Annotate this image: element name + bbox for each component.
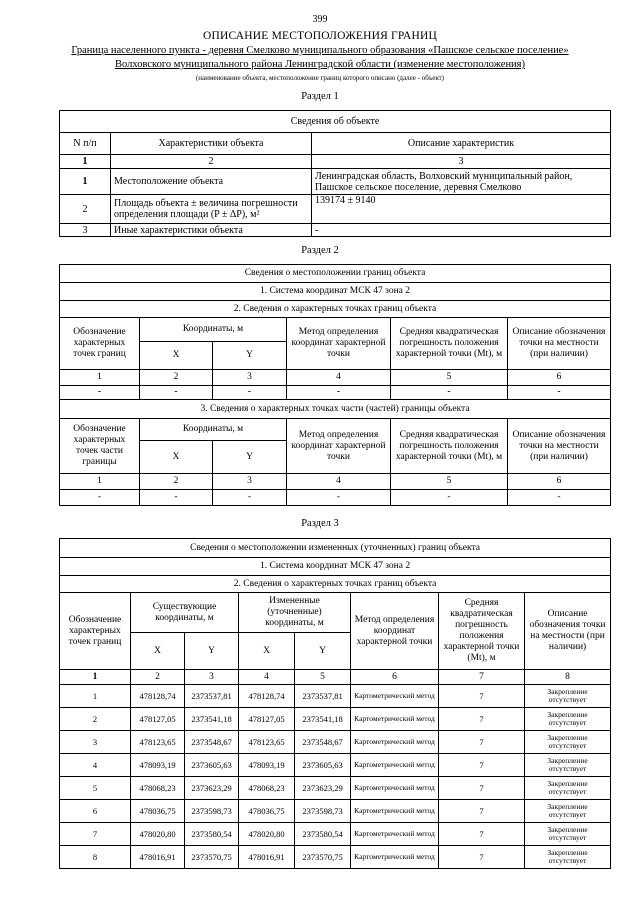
header-x: X	[131, 633, 185, 670]
header-y: Y	[185, 633, 239, 670]
method-value: Картометрический метод	[351, 800, 439, 823]
object-name-line-1: Граница населенного пункта - деревня Смелково муниципального образования «Пашское сельское поселение»	[71, 45, 569, 56]
existing-y: 2373605,63	[185, 754, 239, 777]
column-number: 5	[391, 370, 508, 386]
point-description: Закрепление отсутствует	[525, 800, 611, 823]
changed-x: 478016,91	[239, 846, 295, 869]
point-id: 4	[60, 754, 131, 777]
column-number: 3	[213, 370, 287, 386]
point-id: 7	[60, 823, 131, 846]
header-point-description: Описание обозначения точки на местности (при наличии)	[525, 593, 611, 670]
section-3-heading: Раздел 3	[301, 518, 339, 529]
header-method: Метод определения координат характерной точки	[351, 593, 439, 670]
column-number: 4	[287, 370, 391, 386]
table-row	[60, 195, 611, 224]
part-points-subtitle: 3. Сведения о характерных точках части (частей) границы объекта	[60, 400, 611, 419]
header-description: Описание характеристик	[312, 133, 611, 155]
existing-y: 2373548,67	[185, 731, 239, 754]
table-row	[60, 708, 611, 731]
changed-x: 478128,74	[239, 685, 295, 708]
column-number: 5	[295, 670, 351, 685]
empty-cell: -	[140, 490, 213, 506]
error-value: 7	[439, 754, 525, 777]
section-1-heading: Раздел 1	[301, 91, 339, 102]
changed-y: 2373541,18	[295, 708, 351, 731]
header-point-designation-part: Обозначение характерных точек части границы	[60, 419, 140, 474]
error-value: 7	[439, 846, 525, 869]
error-value: 7	[439, 777, 525, 800]
column-number: 3	[185, 670, 239, 685]
existing-x: 478127,05	[131, 708, 185, 731]
table-row	[60, 754, 611, 777]
point-description: Закрепление отсутствует	[525, 777, 611, 800]
column-number: 6	[508, 370, 611, 386]
characteristic-value: Ленинградская область, Волховский муниципальный район, Пашское сельское поселение, деревня Смелково	[312, 169, 611, 195]
header-row-number: N п/п	[60, 133, 111, 155]
changed-y: 2373548,67	[295, 731, 351, 754]
changed-y: 2373580,54	[295, 823, 351, 846]
table-row	[60, 777, 611, 800]
header-y: Y	[213, 342, 287, 370]
column-number: 6	[351, 670, 439, 685]
existing-x: 478128,74	[131, 685, 185, 708]
empty-cell: -	[508, 490, 611, 506]
header-error: Средняя квадратическая погрешность положения характерной точки (Mt), м	[391, 318, 508, 370]
characteristic-value: 139174 ± 9140	[312, 195, 611, 224]
column-number: 3	[213, 474, 287, 490]
column-number: 3	[312, 155, 611, 169]
table-row	[60, 800, 611, 823]
point-description: Закрепление отсутствует	[525, 846, 611, 869]
header-point-designation: Обозначение характерных точек границ	[60, 318, 140, 370]
changed-y: 2373623,29	[295, 777, 351, 800]
coordinate-system: 1. Система координат МСК 47 зона 2	[60, 283, 611, 301]
table-row	[60, 846, 611, 869]
empty-cell: -	[391, 386, 508, 400]
column-number: 1	[60, 474, 140, 490]
header-x: X	[140, 342, 213, 370]
object-info-table-title: Сведения об объекте	[60, 111, 611, 133]
table-row	[60, 490, 611, 506]
document-title: ОПИСАНИЕ МЕСТОПОЛОЖЕНИЯ ГРАНИЦ	[202, 30, 438, 42]
point-description: Закрепление отсутствует	[525, 685, 611, 708]
error-value: 7	[439, 823, 525, 846]
column-number: 1	[60, 670, 131, 685]
section-2-heading: Раздел 2	[301, 245, 339, 256]
table-row	[60, 823, 611, 846]
existing-x: 478016,91	[131, 846, 185, 869]
existing-x: 478068,23	[131, 777, 185, 800]
header-y: Y	[213, 441, 287, 474]
column-number: 6	[508, 474, 611, 490]
column-number: 5	[391, 474, 508, 490]
characteristic-name: Местоположение объекта	[111, 169, 312, 195]
method-value: Картометрический метод	[351, 777, 439, 800]
points-subtitle: 2. Сведения о характерных точках границ объекта	[60, 301, 611, 318]
method-value: Картометрический метод	[351, 685, 439, 708]
table-row	[60, 386, 611, 400]
error-value: 7	[439, 800, 525, 823]
changed-x: 478127,05	[239, 708, 295, 731]
point-id: 6	[60, 800, 131, 823]
error-value: 7	[439, 685, 525, 708]
table-row	[60, 685, 611, 708]
row-number: 2	[60, 195, 111, 224]
header-point-description: Описание обозначения точки на местности (при наличии)	[508, 318, 611, 370]
empty-cell: -	[140, 386, 213, 400]
changed-x: 478093,19	[239, 754, 295, 777]
column-number: 1	[60, 370, 140, 386]
boundary-table-title: Сведения о местоположении границ объекта	[60, 265, 611, 283]
empty-cell: -	[287, 386, 391, 400]
points-subtitle: 2. Сведения о характерных точках границ объекта	[60, 576, 611, 593]
point-id: 2	[60, 708, 131, 731]
header-point-description: Описание обозначения точки на местности (при наличии)	[508, 419, 611, 474]
empty-cell: -	[213, 490, 287, 506]
page-number: 399	[312, 14, 328, 25]
empty-cell: -	[508, 386, 611, 400]
method-value: Картометрический метод	[351, 731, 439, 754]
changed-boundary-table	[59, 538, 611, 869]
header-coordinates: Координаты, м	[140, 318, 287, 342]
existing-x: 478123,65	[131, 731, 185, 754]
existing-y: 2373537,81	[185, 685, 239, 708]
header-error: Средняя квадратическая погрешность положения характерной точки (Mt), м	[391, 419, 508, 474]
table-row	[60, 224, 611, 237]
row-number: 3	[60, 224, 111, 237]
changed-points-rows	[60, 685, 611, 869]
object-name-line-2: Волховского муниципального района Ленинградской области (изменение местоположения)	[114, 59, 526, 70]
method-value: Картометрический метод	[351, 708, 439, 731]
existing-x: 478020,80	[131, 823, 185, 846]
changed-y: 2373537,81	[295, 685, 351, 708]
existing-y: 2373541,18	[185, 708, 239, 731]
header-x: X	[239, 633, 295, 670]
header-method: Метод определения координат характерной точки	[287, 318, 391, 370]
boundary-points-table	[59, 264, 611, 506]
empty-cell: -	[60, 386, 140, 400]
empty-cell: -	[287, 490, 391, 506]
table-row	[60, 169, 611, 195]
changed-x: 478020,80	[239, 823, 295, 846]
point-description: Закрепление отсутствует	[525, 731, 611, 754]
characteristic-name: Иные характеристики объекта	[111, 224, 312, 237]
changed-x: 478123,65	[239, 731, 295, 754]
header-existing-coordinates: Существующие координаты, м	[131, 593, 239, 633]
point-description: Закрепление отсутствует	[525, 823, 611, 846]
characteristic-name: Площадь объекта ± величина погрешности определения площади (P ± ΔP), м²	[111, 195, 312, 224]
existing-x: 478036,75	[131, 800, 185, 823]
header-method: Метод определения координат характерной точки	[287, 419, 391, 474]
coordinate-system: 1. Система координат МСК 47 зона 2	[60, 558, 611, 576]
point-id: 1	[60, 685, 131, 708]
column-number: 8	[525, 670, 611, 685]
changed-x: 478036,75	[239, 800, 295, 823]
existing-x: 478093,19	[131, 754, 185, 777]
column-number: 7	[439, 670, 525, 685]
header-y: Y	[295, 633, 351, 670]
header-x: X	[140, 441, 213, 474]
characteristic-value: -	[312, 224, 611, 237]
object-name-note: (наименование объекта, местоположение границ которого описано (далее - объект)	[195, 74, 445, 82]
empty-cell: -	[60, 490, 140, 506]
changed-y: 2373570,75	[295, 846, 351, 869]
column-number: 2	[140, 370, 213, 386]
method-value: Картометрический метод	[351, 846, 439, 869]
method-value: Картометрический метод	[351, 754, 439, 777]
changed-table-title: Сведения о местоположении измененных (уточненных) границ объекта	[60, 539, 611, 558]
column-number: 1	[60, 155, 111, 169]
existing-y: 2373623,29	[185, 777, 239, 800]
point-description: Закрепление отсутствует	[525, 708, 611, 731]
header-error: Средняя квадратическая погрешность положения характерной точки (Mt), м	[439, 593, 525, 670]
existing-y: 2373580,54	[185, 823, 239, 846]
method-value: Картометрический метод	[351, 823, 439, 846]
header-changed-coordinates: Измененные (уточненные) координаты, м	[239, 593, 351, 633]
error-value: 7	[439, 731, 525, 754]
changed-x: 478068,23	[239, 777, 295, 800]
table-row	[60, 731, 611, 754]
changed-y: 2373605,63	[295, 754, 351, 777]
header-point-designation: Обозначение характерных точек границ	[60, 593, 131, 670]
point-id: 3	[60, 731, 131, 754]
existing-y: 2373598,73	[185, 800, 239, 823]
empty-cell: -	[391, 490, 508, 506]
column-number: 2	[140, 474, 213, 490]
changed-y: 2373598,73	[295, 800, 351, 823]
column-number: 4	[239, 670, 295, 685]
point-id: 5	[60, 777, 131, 800]
column-number: 4	[287, 474, 391, 490]
row-number: 1	[60, 169, 111, 195]
point-id: 8	[60, 846, 131, 869]
object-info-table	[59, 110, 611, 237]
error-value: 7	[439, 708, 525, 731]
existing-y: 2373570,75	[185, 846, 239, 869]
point-description: Закрепление отсутствует	[525, 754, 611, 777]
header-coordinates: Координаты, м	[140, 419, 287, 441]
column-number: 2	[111, 155, 312, 169]
column-number: 2	[131, 670, 185, 685]
empty-cell: -	[213, 386, 287, 400]
header-characteristic: Характеристики объекта	[111, 133, 312, 155]
